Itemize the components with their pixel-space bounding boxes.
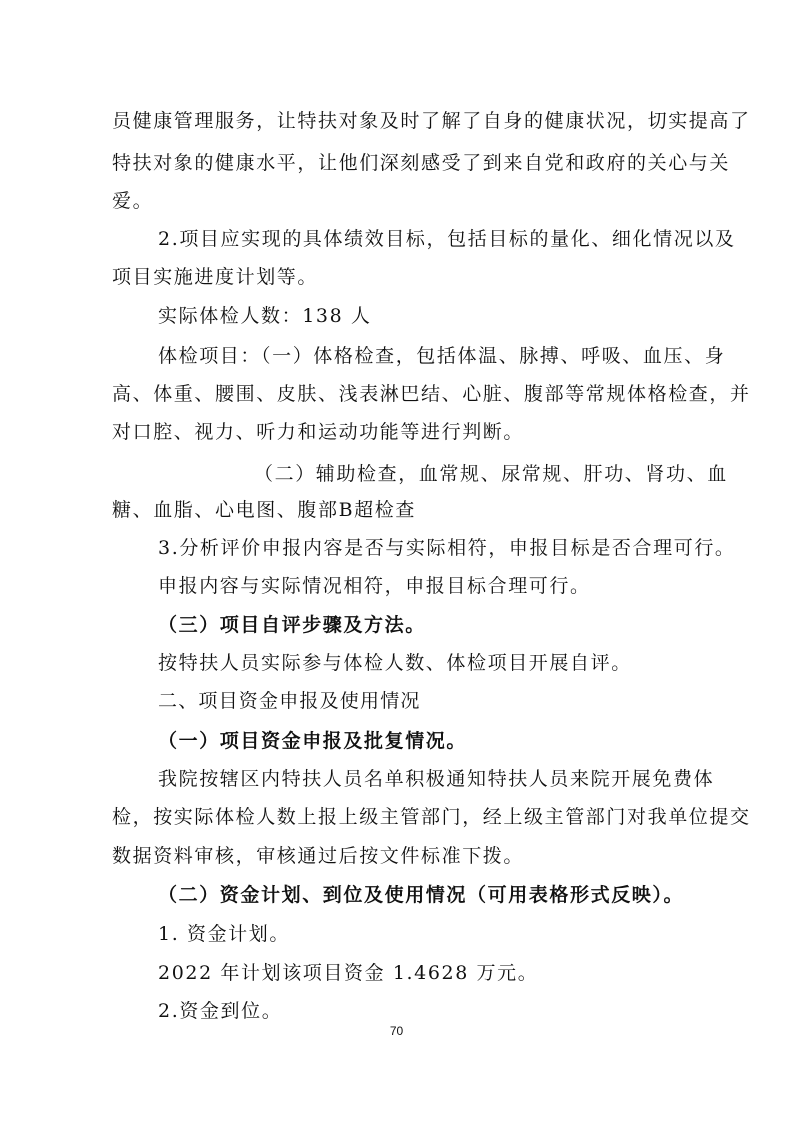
paragraph-line-3: 爱。: [112, 190, 154, 212]
auxiliary-exam-line-2: 糖、血脂、心电图、腹部B超检查: [112, 499, 416, 521]
page-number: 70: [389, 1024, 404, 1038]
exam-items-line-3: 对口腔、视力、听力和运动功能等进行判断。: [112, 421, 525, 443]
auxiliary-exam-line-1: （二）辅助检查，血常规、尿常规、肝功、肾功、血: [254, 463, 728, 485]
item-2-line-2: 项目实施进度计划等。: [112, 266, 319, 288]
fund-plan-text: 2022 年计划该项目资金 1.4628 万元。: [158, 962, 539, 984]
section-heading-self-evaluation: （三）项目自评步骤及方法。: [158, 614, 426, 636]
fund-application-line-2: 检，按实际体检人数上报上级主管部门，经上级主管部门对我单位提交: [112, 806, 751, 828]
fund-application-line-3: 数据资料审核，审核通过后按文件标准下拨。: [112, 845, 525, 867]
paragraph-line-2: 特扶对象的健康水平，让他们深刻感受了到来自党和政府的关心与关: [112, 152, 731, 174]
exam-items-line-2: 高、体重、腰围、皮肤、浅表淋巴结、心脏、腹部等常规体格检查，并: [112, 383, 751, 405]
paragraph-line-1: 员健康管理服务，让特扶对象及时了解了自身的健康状况，切实提高了: [112, 110, 751, 132]
exam-items-line-1: 体检项目：（一）体格检查，包括体温、脉搏、呼吸、血压、身: [158, 345, 726, 367]
fund-plan-heading: 1. 资金计划。: [158, 923, 290, 945]
self-evaluation-text: 按特扶人员实际参与体检人数、体检项目开展自评。: [158, 652, 632, 674]
item-2-line-1: 2.项目应实现的具体绩效目标，包括目标的量化、细化情况以及: [158, 228, 736, 250]
subsection-heading-fund-application: （一）项目资金申报及批复情况。: [158, 730, 468, 752]
fund-arrival-heading: 2.资金到位。: [158, 1000, 283, 1022]
exam-count-text: 实际体检人数：138 人: [158, 305, 372, 327]
fund-application-line-1: 我院按辖区内特扶人员名单积极通知特扶人员来院开展免费体: [158, 768, 715, 790]
item-3-answer: 申报内容与实际情况相符，申报目标合理可行。: [158, 575, 591, 597]
section-heading-funds: 二、项目资金申报及使用情况: [158, 690, 421, 712]
item-3-text: 3.分析评价申报内容是否与实际相符，申报目标是否合理可行。: [158, 537, 736, 559]
subsection-heading-fund-usage: （二）资金计划、到位及使用情况（可用表格形式反映）。: [158, 884, 685, 906]
